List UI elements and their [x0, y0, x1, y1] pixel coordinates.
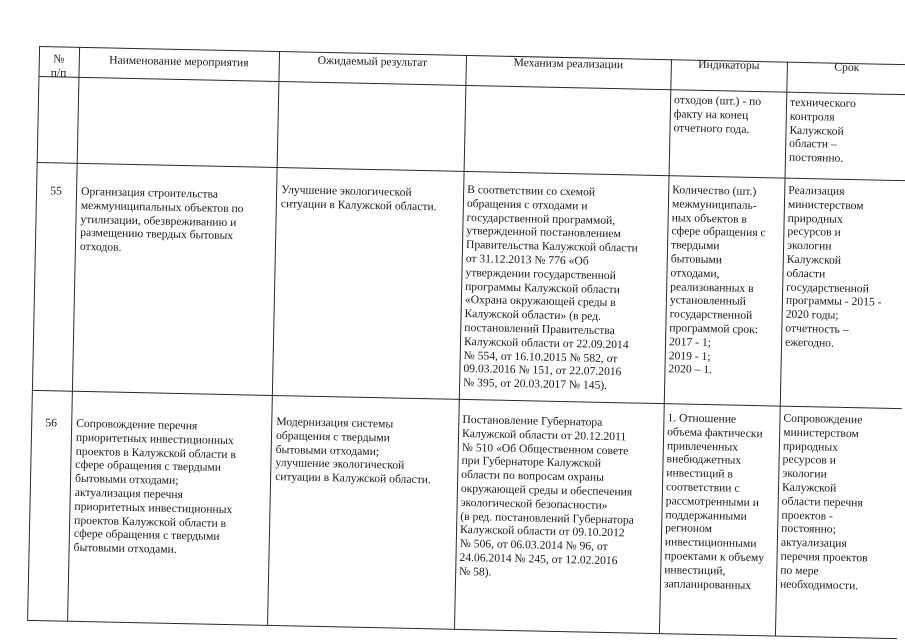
- row-continuation-indicators: отходов (шт.) - по факту на конец отчетного года.: [673, 93, 762, 136]
- row-56-result: Модернизация системы обращения с твердыми бытовыми отходами; улучшение экологической ситуации в Калужской области.: [275, 415, 432, 487]
- header-result: Ожидаемый результат: [317, 53, 428, 70]
- row-56-name: Сопровождение перечня приоритетных инвестиционных проектов в Калужской области в сфере обращения с твердыми бытовыми отходами; актуализация перечня приоритетных инвестиционных проектов Калужской области в сфере обращения с твердыми бытовыми отходами.: [73, 416, 237, 557]
- row-55-name: Организация строительства межмуниципальных объектов по утилизации, обезвреживанию и размещению твердых бытовых отходов.: [79, 184, 244, 254]
- column-divider: [267, 51, 280, 625]
- row-56-term: Сопровождение министерством природных ресурсов и экологии Калужской области перечня проектов - постоянно; актуализация перечня проектов по мере необходимости.: [779, 411, 868, 592]
- row-56-mechanism: Постановление Губернатора Калужской области от 20.12.2011 № 510 «Об Общественном совете при Губернаторе Калужской области по вопросам охраны окружающей среды и обеспечения экологической безопасности» (в ред. постановлений Губернатора Калужской области от 09.10.2012 № 506, от 06.03.2014 № 96, от 24.06.2014 № 245, от 12.02.2016 № 58).: [459, 412, 635, 579]
- row-55-term: Реализация министерством природных ресурсов и экологии Калужской области государственной программы - 2015 - 2020 годы; отчетность – ежегодно.: [784, 183, 882, 350]
- row-divider: [37, 162, 905, 181]
- row-55-mechanism: В соответствии со схемой обращения с отходами и государственной программой, утвержденной постановлением Правительства Калужской области от 31.12.2013 № 776 «Об утверждении государственной программы Калужской области «Охрана окружающей среды в Калужской области» (в ред. постановлений Правительства Калужской области от 22.09.2014 № 554, от 16.10.2015 № 582, от 09.03.2016 № 151, от 22.07.2016 № 395, от 20.03.2017 № 145).: [463, 182, 638, 393]
- row-56-indicators: 1. Отношение объема фактически привлеченных внебюджетных инвестиций в соответствии с рассмотренными и поддержанными регионом инвестиционными проектами к объему инвестиций, запланированных: [663, 411, 765, 592]
- document-table: [27, 4, 905, 640]
- row-55-indicators: Количество (шт.) межмуниципаль- ных объектов в сфере обращения с твердыми бытовыми отходами, реализованных в установленный государственной программой срок: 2017 - 1; 2019 - 1; 2020 – 1.: [668, 183, 766, 377]
- row-divider: [32, 390, 902, 409]
- column-divider: [27, 46, 40, 620]
- table-bottom-border: [27, 620, 897, 639]
- header-mechanism: Механизм реализации: [513, 55, 624, 72]
- header-name: Наименование мероприятия: [109, 53, 249, 70]
- header-num: № п/п: [50, 52, 67, 80]
- row-55-result: Улучшение экологической ситуации в Калужской области.: [280, 183, 437, 214]
- header-row-divider: [38, 76, 905, 95]
- row-56-num: 56: [45, 416, 58, 430]
- header-indicators: Индикаторы: [698, 57, 760, 73]
- row-55-num: 55: [50, 184, 63, 198]
- header-term: Срок: [834, 60, 860, 75]
- row-continuation-term: технического контроля Калужской области – постоянно.: [788, 95, 857, 166]
